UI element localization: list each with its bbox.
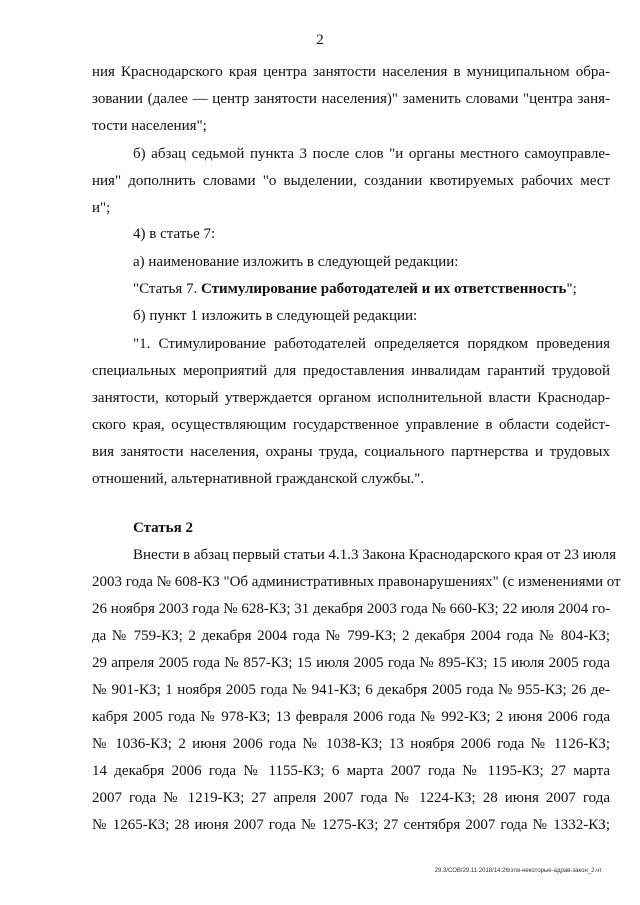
paragraph-line: 2007 года № 1219-КЗ; 27 апреля 2007 года № 1224-КЗ; 28 июня 2007 года bbox=[92, 790, 610, 806]
page-number: 2 bbox=[316, 32, 324, 48]
paragraph-line: ского края, осуществляющим государственное управление в области содейст- bbox=[92, 417, 610, 433]
paragraph-line: № 1036-КЗ; 2 июня 2006 года № 1038-КЗ; 13 ноября 2006 года № 1126-КЗ; bbox=[92, 736, 610, 752]
paragraph-line: б) пункт 1 изложить в следующей редакции: bbox=[133, 308, 418, 324]
paragraph-line: ния Краснодарского края центра занятости населения в муниципальном обра- bbox=[92, 64, 610, 80]
paragraph-line: № 1265-КЗ; 28 июня 2007 года № 1275-КЗ; 27 сентября 2007 года № 1332-КЗ; bbox=[92, 817, 610, 833]
paragraph-line: специальных мероприятий для предоставления инвалидам гарантий трудовой bbox=[92, 363, 610, 379]
paragraph-line: занятости, который утверждается органом исполнительной власти Краснодар- bbox=[92, 390, 610, 406]
paragraph-line: ния" дополнить словами "о выделении, создании квотируемых рабочих мест bbox=[92, 173, 610, 189]
paragraph-line: 4) в статье 7: bbox=[133, 226, 216, 242]
paragraph-line: 14 декабря 2006 года № 1155-КЗ; 6 марта 2007 года № 1195-КЗ; 27 марта bbox=[92, 763, 610, 779]
paragraph-line: вия занятости населения, охраны труда, социального партнерства и трудовых bbox=[92, 444, 610, 460]
paragraph-line: 29 апреля 2005 года № 857-КЗ; 15 июля 2005 года № 895-КЗ; 15 июля 2005 года bbox=[92, 655, 610, 671]
paragraph-line: 26 ноября 2003 года № 628-КЗ; 31 декабря 2003 года № 660-КЗ; 22 июля 2004 го- bbox=[92, 601, 611, 617]
article-7-title-prefix: "Статья 7. bbox=[133, 281, 201, 297]
paragraph-line: а) наименование изложить в следующей редакции: bbox=[133, 254, 459, 270]
paragraph-line: и"; bbox=[92, 200, 111, 216]
article-7-title-suffix: "; bbox=[566, 281, 577, 297]
paragraph-line: да № 759-КЗ; 2 декабря 2004 года № 799-КЗ; 2 декабря 2004 года № 804-КЗ; bbox=[92, 628, 610, 644]
article-7-title-bold: Стимулирование работодателей и их ответственность bbox=[200, 281, 567, 297]
paragraph-line: б) абзац седьмой пункта 3 после слов "и органы местного самоуправле- bbox=[133, 146, 610, 162]
article-7-title-line bbox=[133, 279, 610, 299]
paragraph-line: "1. Стимулирование работодателей определяется порядком проведения bbox=[133, 336, 610, 352]
paragraph-line: 2003 года № 608-КЗ "Об административных правонарушениях" (с изменениями от bbox=[92, 574, 621, 590]
paragraph-line: зовании (далее — центр занятости населения)" заменить словами "центра заня- bbox=[92, 91, 610, 107]
paragraph-line: № 901-КЗ; 1 ноября 2005 года № 941-КЗ; 6 декабря 2005 года № 955-КЗ; 26 де- bbox=[92, 682, 610, 698]
paragraph-line: Внести в абзац первый статьи 4.1.3 Закона Краснодарского края от 23 июля bbox=[133, 547, 616, 563]
paragraph-line: отношений, альтернативной гражданской службы.". bbox=[92, 471, 425, 487]
paragraph-line: кабря 2005 года № 978-КЗ; 13 февраля 2006 года № 992-КЗ; 2 июня 2006 года bbox=[92, 709, 610, 725]
document-footer-code: 29.3/СОВ/29.11.2018/14:26/зтм-некоторые-адрав-закон_2.чт bbox=[434, 868, 602, 874]
article-2-heading: Статья 2 bbox=[133, 520, 193, 536]
paragraph-line: тости населения"; bbox=[92, 118, 207, 134]
